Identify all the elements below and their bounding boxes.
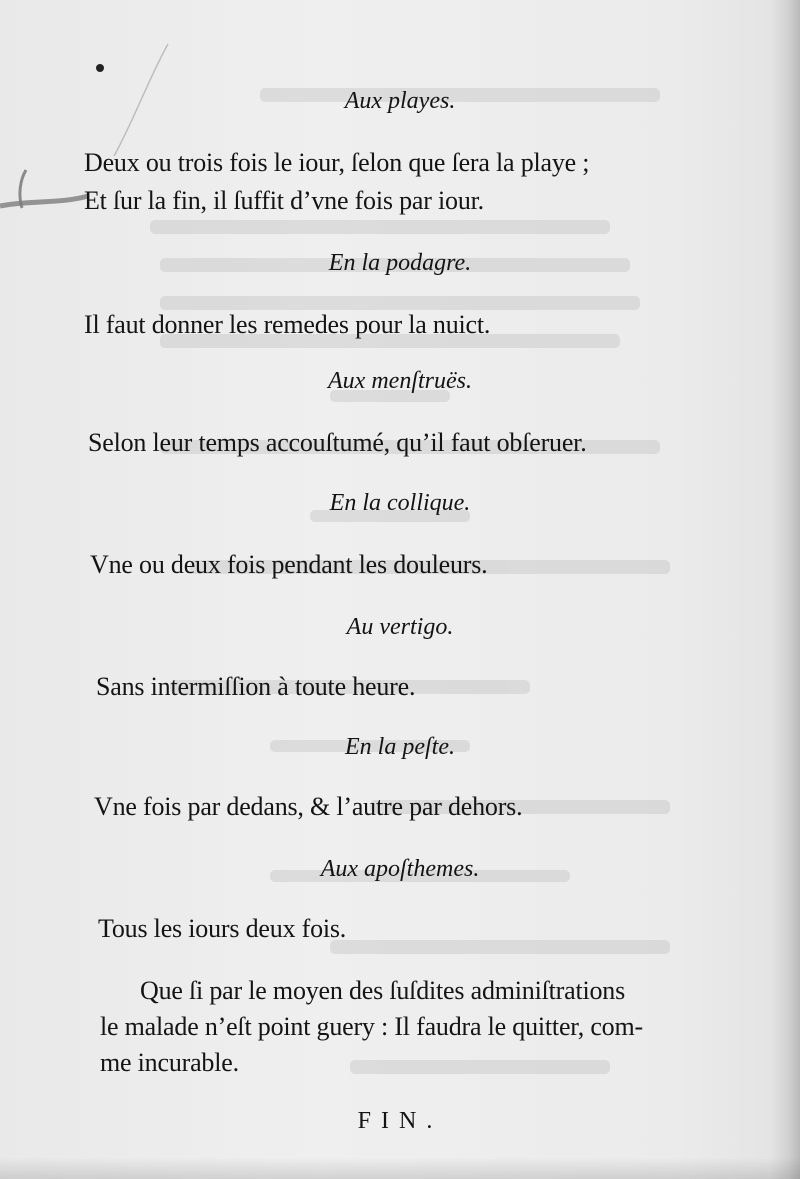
text-line: Vne ou deux fois pendant les douleurs.: [90, 550, 488, 579]
section-heading: En la peſte.: [345, 734, 455, 760]
closing-line: le malade n’eſt point guery : Il faudra le quitter, com-: [100, 1012, 643, 1041]
section-heading: En la collique.: [329, 490, 471, 516]
section-heading: Aux apoſthemes.: [320, 856, 480, 882]
section-heading: Aux menſtruës.: [328, 368, 472, 394]
text-line: Il faut donner les remedes pour la nuict.: [84, 310, 491, 339]
section-heading: En la podagre.: [328, 250, 472, 276]
closing-line: me incurable.: [100, 1048, 239, 1077]
text-line: Selon leur temps accouſtumé, qu’il faut obſeruer.: [88, 428, 587, 457]
page-edge-shadow: [770, 0, 800, 1179]
text-line: Et ſur la fin, il ſuffit d’vne fois par iour.: [84, 186, 484, 215]
text-line: Sans intermiſſion à toute heure.: [96, 672, 416, 701]
fin-label: FIN.: [357, 1108, 443, 1134]
section-heading: Au vertigo.: [346, 614, 454, 640]
page-bottom-shadow: [0, 1157, 800, 1179]
text-line: Deux ou trois fois le iour, ſelon que ſera la playe ;: [84, 148, 590, 177]
text-line: Vne fois par dedans, & l’autre par dehors.: [94, 792, 523, 821]
dot-mark-icon: [94, 62, 106, 74]
text-line: Tous les iours deux fois.: [98, 914, 347, 943]
closing-line: Que ſi par le moyen des ſuſdites adminiſtrations: [140, 976, 626, 1005]
section-heading: Aux playes.: [344, 88, 456, 114]
